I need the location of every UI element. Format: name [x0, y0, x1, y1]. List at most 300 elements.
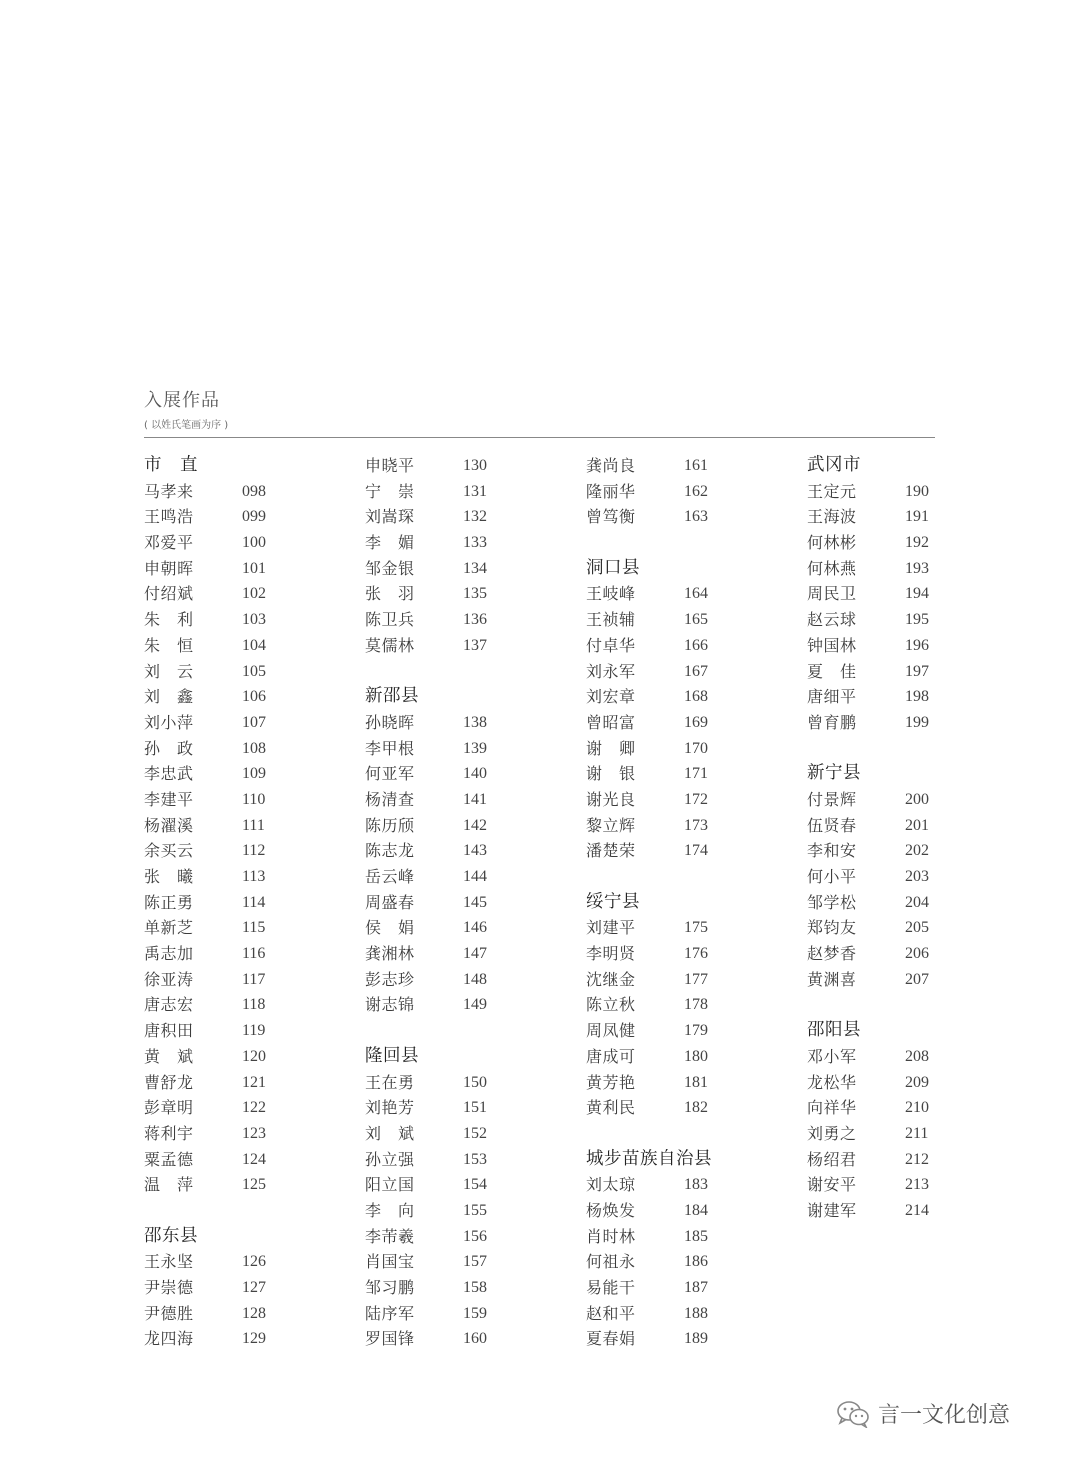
artist-entry: [144, 838, 324, 864]
page-number: 098: [242, 482, 266, 500]
artist-name: 唐积田: [144, 1021, 194, 1041]
spacer: [144, 1198, 324, 1224]
page-number: 206: [905, 945, 929, 963]
artist-entry: [586, 1095, 766, 1121]
artist-name: 岳云峰: [365, 867, 415, 886]
page-number: 153: [463, 1150, 487, 1168]
artist-entry: [144, 967, 324, 993]
page-number: 197: [905, 662, 929, 680]
region-heading: [586, 1147, 766, 1173]
page-number: 196: [905, 636, 929, 654]
page-number: 163: [684, 508, 708, 526]
artist-entry: [144, 1121, 324, 1147]
artist-entry: [807, 479, 987, 505]
artist-name: 谢志锦: [365, 995, 415, 1015]
page-number: 161: [684, 457, 708, 474]
artist-name: 徐亚涛: [144, 969, 194, 989]
artist-entry: [586, 1301, 766, 1327]
page-number: 208: [905, 1047, 929, 1065]
artist-name: 赵云球: [807, 610, 857, 630]
artist-entry: [586, 1249, 766, 1275]
artist-name: 谢 银: [586, 764, 636, 784]
artist-name: 王在勇: [365, 1072, 415, 1092]
page-number: 137: [463, 636, 487, 654]
region-name: 邵东县: [144, 1225, 198, 1246]
region-name: 洞口县: [586, 557, 640, 578]
artist-entry: [365, 581, 545, 607]
artist-name: 孙 政: [144, 738, 194, 758]
artist-entry: [365, 710, 545, 736]
artist-name: 何亚军: [365, 764, 415, 784]
artist-entry: [144, 813, 324, 839]
region-heading: [807, 453, 987, 479]
artist-entry: [144, 581, 324, 607]
page-number: 131: [463, 482, 487, 500]
page-number: 127: [242, 1279, 266, 1296]
artist-entry: [586, 684, 766, 710]
page-number: 155: [463, 1201, 487, 1219]
artist-name: 张 羽: [365, 584, 415, 604]
artist-entry: [144, 787, 324, 813]
page-number: 195: [905, 611, 929, 629]
artist-name: 刘建平: [586, 918, 636, 938]
artist-entry: [144, 1275, 324, 1301]
artist-name: 谢建军: [807, 1200, 857, 1220]
artist-entry: [807, 813, 987, 839]
artist-entry: [586, 967, 766, 993]
artist-name: 刘宏章: [586, 687, 636, 707]
artist-entry: [807, 838, 987, 864]
artist-entry: [144, 992, 324, 1018]
page-number: 176: [684, 945, 708, 963]
artist-name: 杨焕发: [586, 1200, 636, 1220]
artist-name: 彭章明: [144, 1098, 194, 1118]
page-number: 167: [684, 662, 708, 680]
page-number: 099: [242, 508, 266, 526]
artist-name: 邓小军: [807, 1046, 857, 1066]
region-heading: [365, 684, 545, 710]
artist-name: 杨清查: [365, 789, 415, 809]
page-number: 189: [684, 1330, 708, 1348]
page-number: 187: [684, 1279, 708, 1296]
artist-name: 禹志加: [144, 944, 194, 964]
artist-entry: [807, 1147, 987, 1173]
region-name: 武冈市: [807, 455, 861, 475]
artist-name: 宁 崇: [365, 481, 415, 501]
artist-name: 黄芳艳: [586, 1072, 636, 1092]
page-number: 136: [463, 611, 487, 629]
artist-entry: [365, 1301, 545, 1327]
spacer: [365, 659, 545, 685]
artist-entry: [807, 607, 987, 633]
page-number: 198: [905, 688, 929, 706]
artist-entry: [807, 1121, 987, 1147]
artist-entry: [365, 967, 545, 993]
artist-name: 夏 佳: [807, 661, 857, 681]
artist-name: 朱 恒: [144, 635, 194, 655]
artist-name: 邓爱平: [144, 533, 194, 553]
page-number: 212: [905, 1150, 929, 1168]
artist-entry: [365, 1121, 545, 1147]
artist-entry: [144, 864, 324, 890]
artist-name: 龙松华: [807, 1072, 857, 1092]
artist-name: 李甲根: [365, 738, 415, 758]
page-number: 213: [905, 1176, 929, 1194]
artist-entry: [144, 1095, 324, 1121]
page-number: 207: [905, 970, 929, 988]
artist-name: 刘 云: [144, 661, 194, 681]
artist-entry: [365, 633, 545, 659]
page-number: 109: [242, 765, 266, 783]
page-number: 202: [905, 842, 929, 860]
artist-name: 唐细平: [807, 687, 857, 707]
artist-entry: [144, 556, 324, 582]
artist-entry: [365, 1095, 545, 1121]
header-divider: [144, 437, 935, 438]
page-number: 182: [684, 1099, 708, 1117]
page-number: 145: [463, 893, 487, 911]
page-subtitle: ( 以姓氏笔画为序 ): [144, 420, 229, 431]
artist-entry: [365, 479, 545, 505]
artist-name: 粟孟德: [144, 1149, 194, 1169]
page-number: 154: [463, 1176, 487, 1194]
page-number: 142: [463, 816, 487, 834]
artist-entry: [365, 1198, 545, 1224]
page-number: 174: [684, 842, 708, 860]
artist-name: 李芾羲: [365, 1226, 415, 1246]
artist-name: 朱 利: [144, 610, 194, 630]
region-heading: [586, 556, 766, 582]
artist-entry: [365, 530, 545, 556]
artist-name: 何林燕: [807, 558, 857, 578]
artist-name: 申晓平: [365, 456, 415, 475]
artist-entry: [144, 530, 324, 556]
artist-entry: [586, 1275, 766, 1301]
artist-entry: [144, 890, 324, 916]
page-number: 150: [463, 1073, 487, 1091]
artist-name: 孙晓晖: [365, 712, 415, 732]
artist-name: 龚湘林: [365, 944, 415, 964]
page-number: 190: [905, 482, 929, 500]
region-heading: [144, 1224, 324, 1250]
artist-entry: [586, 633, 766, 659]
page-number: 188: [684, 1304, 708, 1322]
page-number: 172: [684, 790, 708, 808]
artist-name: 余买云: [144, 841, 194, 861]
page-number: 144: [463, 868, 487, 885]
page-number: 209: [905, 1073, 929, 1091]
spacer: [365, 1018, 545, 1044]
artist-entry: [586, 710, 766, 736]
page-number: 115: [242, 919, 266, 937]
spacer: [807, 992, 987, 1018]
artist-entry: [365, 556, 545, 582]
region-heading: [807, 761, 987, 787]
artist-name: 王海波: [807, 507, 857, 527]
artist-name: 陈历颀: [365, 815, 415, 835]
artist-name: 邹习鹏: [365, 1278, 415, 1297]
artist-name: 周民卫: [807, 584, 857, 604]
artist-entry: [365, 1172, 545, 1198]
artist-entry: [144, 736, 324, 762]
page-number: 125: [242, 1176, 266, 1194]
artist-entry: [144, 1301, 324, 1327]
artist-entry: [586, 813, 766, 839]
artist-entry: [807, 941, 987, 967]
region-name: 市 直: [144, 455, 198, 475]
watermark-text: 言一文化创意: [878, 1403, 1011, 1428]
artist-entry: [586, 761, 766, 787]
artist-entry: [586, 504, 766, 530]
artist-entry: [807, 530, 987, 556]
artist-entry: [365, 992, 545, 1018]
index-column-1: [144, 453, 324, 1352]
page-number: 147: [463, 945, 487, 963]
page-number: 170: [684, 739, 708, 757]
artist-name: 何小平: [807, 867, 857, 886]
page-number: 201: [905, 816, 929, 834]
artist-entry: [586, 992, 766, 1018]
page-number: 100: [242, 534, 266, 552]
artist-name: 李 媚: [365, 533, 415, 553]
artist-name: 陆序军: [365, 1303, 415, 1323]
page-number: 162: [684, 482, 708, 500]
page-number: 180: [684, 1047, 708, 1065]
page-number: 148: [463, 970, 487, 988]
artist-name: 王鸣浩: [144, 507, 194, 527]
page-number: 186: [684, 1253, 708, 1271]
page-number: 183: [684, 1176, 708, 1194]
page-number: 103: [242, 611, 266, 629]
artist-entry: [807, 864, 987, 890]
region-heading: [807, 1018, 987, 1044]
artist-name: 邹金银: [365, 558, 415, 578]
artist-entry: [586, 1198, 766, 1224]
artist-entry: [586, 1172, 766, 1198]
artist-name: 刘嵩琛: [365, 507, 415, 527]
artist-name: 唐成可: [586, 1046, 636, 1066]
page-number: 126: [242, 1253, 266, 1271]
artist-entry: [807, 1044, 987, 1070]
page-number: 146: [463, 919, 487, 937]
page-number: 116: [242, 945, 266, 963]
index-column-2: [365, 453, 545, 1352]
page-number: 141: [463, 790, 487, 808]
artist-entry: [144, 1018, 324, 1044]
page-number: 118: [242, 996, 266, 1014]
artist-entry: [144, 1044, 324, 1070]
artist-name: 莫儒林: [365, 635, 415, 655]
artist-name: 潘楚荣: [586, 841, 636, 861]
artist-name: 王定元: [807, 481, 857, 501]
artist-name: 黄利民: [586, 1098, 636, 1118]
artist-entry: [586, 787, 766, 813]
artist-name: 单新芝: [144, 918, 194, 938]
region-name: 新邵县: [365, 686, 419, 707]
artist-name: 黎立辉: [586, 815, 636, 835]
artist-entry: [807, 787, 987, 813]
artist-name: 沈继金: [586, 969, 636, 989]
page-number: 164: [684, 585, 708, 603]
page-number: 159: [463, 1304, 487, 1322]
artist-name: 陈立秋: [586, 995, 636, 1015]
artist-entry: [365, 787, 545, 813]
page-number: 211: [905, 1124, 929, 1142]
page-number: 181: [684, 1073, 708, 1091]
page-number: 138: [463, 713, 487, 731]
page-number: 171: [684, 765, 708, 783]
page-number: 185: [684, 1227, 708, 1245]
artist-name: 彭志珍: [365, 969, 415, 989]
page-number: 120: [242, 1047, 266, 1065]
page-number: 204: [905, 893, 929, 911]
artist-entry: [586, 453, 766, 479]
artist-entry: [144, 1326, 324, 1352]
artist-entry: [144, 659, 324, 685]
page-number: 143: [463, 842, 487, 860]
page-number: 165: [684, 611, 708, 629]
artist-entry: [144, 941, 324, 967]
page-number: 135: [463, 585, 487, 603]
artist-name: 肖国宝: [365, 1252, 415, 1272]
page-number: 121: [242, 1073, 266, 1091]
spacer: [586, 864, 766, 890]
page-number: 175: [684, 919, 708, 937]
artist-entry: [365, 1070, 545, 1096]
artist-entry: [586, 1070, 766, 1096]
artist-name: 王岐峰: [586, 584, 636, 604]
artist-entry: [586, 915, 766, 941]
artist-name: 阳立国: [365, 1175, 415, 1195]
artist-entry: [807, 581, 987, 607]
artist-name: 尹崇德: [144, 1278, 194, 1297]
page-number: 158: [463, 1279, 487, 1296]
artist-entry: [365, 915, 545, 941]
artist-entry: [586, 941, 766, 967]
page-number: 128: [242, 1304, 266, 1322]
page-number: 134: [463, 559, 487, 577]
artist-name: 刘永军: [586, 661, 636, 681]
artist-name: 尹德胜: [144, 1303, 194, 1323]
artist-entry: [144, 1172, 324, 1198]
artist-entry: [807, 633, 987, 659]
page-number: 132: [463, 508, 487, 526]
page-number: 205: [905, 919, 929, 937]
artist-entry: [144, 504, 324, 530]
page-number: 133: [463, 534, 487, 552]
artist-name: 申朝晖: [144, 558, 194, 578]
page-number: 107: [242, 713, 266, 731]
artist-entry: [807, 967, 987, 993]
artist-entry: [807, 556, 987, 582]
artist-entry: [144, 684, 324, 710]
page-number: 151: [463, 1099, 487, 1117]
artist-name: 李建平: [144, 789, 194, 809]
artist-name: 曾育鹏: [807, 712, 857, 732]
artist-name: 李和安: [807, 841, 857, 861]
artist-entry: [586, 1224, 766, 1250]
region-name: 邵阳县: [807, 1020, 861, 1041]
page-number: 105: [242, 662, 266, 680]
artist-name: 易能干: [586, 1278, 636, 1297]
page-title: 入展作品: [144, 390, 220, 411]
page-number: 177: [684, 970, 708, 988]
region-name: 新宁县: [807, 763, 861, 784]
wechat-icon: [836, 1400, 870, 1428]
page-number: 160: [463, 1330, 487, 1348]
artist-entry: [807, 915, 987, 941]
artist-name: 陈正勇: [144, 892, 194, 912]
artist-name: 赵和平: [586, 1303, 636, 1323]
artist-entry: [365, 1326, 545, 1352]
artist-entry: [365, 1249, 545, 1275]
artist-name: 何祖永: [586, 1252, 636, 1272]
artist-name: 杨绍君: [807, 1149, 857, 1169]
artist-name: 龙四海: [144, 1329, 194, 1349]
artist-name: 刘 斌: [365, 1123, 415, 1143]
artist-entry: [586, 1326, 766, 1352]
artist-name: 曹舒龙: [144, 1072, 194, 1092]
page-number: 102: [242, 585, 266, 603]
page-number: 157: [463, 1253, 487, 1271]
artist-name: 李忠武: [144, 764, 194, 784]
artist-entry: [586, 479, 766, 505]
artist-entry: [807, 1095, 987, 1121]
artist-entry: [586, 838, 766, 864]
artist-name: 向祥华: [807, 1098, 857, 1118]
artist-name: 李明贤: [586, 944, 636, 964]
page-number: 111: [242, 816, 265, 834]
region-name: 隆回县: [365, 1045, 419, 1066]
page-number: 152: [463, 1124, 487, 1142]
artist-entry: [365, 890, 545, 916]
artist-entry: [144, 710, 324, 736]
artist-name: 张 曦: [144, 867, 194, 886]
page-number: 139: [463, 739, 487, 757]
page-number: 199: [905, 713, 929, 731]
artist-entry: [144, 1147, 324, 1173]
artist-name: 刘 鑫: [144, 687, 194, 707]
page-number: 214: [905, 1201, 929, 1219]
page-number: 104: [242, 636, 266, 654]
artist-entry: [586, 581, 766, 607]
page-number: 156: [463, 1227, 487, 1245]
page-number: 124: [242, 1150, 266, 1168]
artist-name: 刘艳芳: [365, 1098, 415, 1118]
artist-name: 付景辉: [807, 789, 857, 809]
page-number: 117: [242, 970, 266, 988]
page-number: 169: [684, 713, 708, 731]
page-number: 166: [684, 636, 708, 654]
artist-name: 杨濯溪: [144, 815, 194, 835]
artist-name: 孙立强: [365, 1149, 415, 1169]
artist-name: 龚尚良: [586, 456, 636, 475]
page-number: 123: [242, 1124, 266, 1142]
artist-name: 黄渊喜: [807, 969, 857, 989]
page-number: 112: [242, 842, 266, 860]
page-number: 210: [905, 1099, 929, 1117]
page-number: 191: [905, 508, 929, 526]
page-number: 108: [242, 739, 266, 757]
artist-name: 李 向: [365, 1200, 415, 1220]
artist-name: 伍贤春: [807, 815, 857, 835]
artist-name: 侯 娟: [365, 918, 415, 938]
page-number: 193: [905, 559, 929, 577]
artist-entry: [365, 1147, 545, 1173]
artist-entry: [807, 659, 987, 685]
page-number: 168: [684, 688, 708, 706]
page-number: 113: [242, 868, 266, 885]
